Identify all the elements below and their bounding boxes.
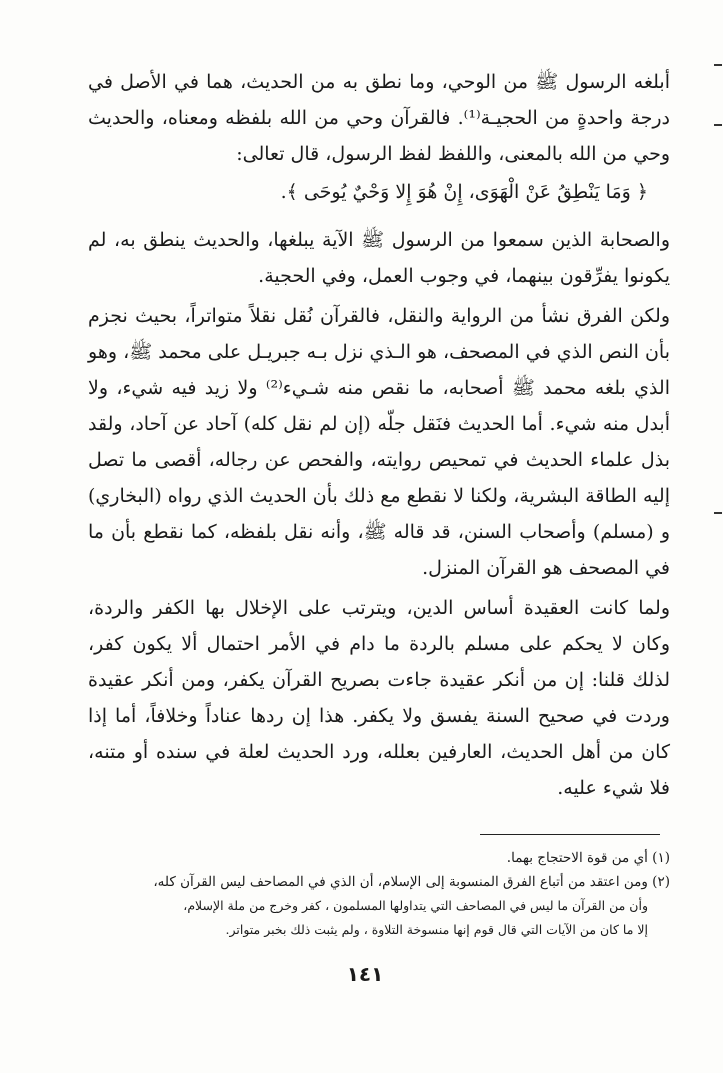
footnote-2-line-2: وأن من القرآن ما ليس في المصاحف التي يتداولها المسلمون ، كفر وخرج من ملة الإسلام، xyxy=(183,898,648,913)
paragraph-2: والصحابة الذين سمعوا من الرسول ﷺ الآية يبلغها، والحديث ينطق به، لم يكونوا يفرِّقون بينهما، في وجوب العمل، وفي الحجية. xyxy=(88,229,670,287)
quran-verse: ﴿ وَمَا يَنْطِقُ عَنْ الْهَوَى، إِنْ هُوَ إِلا وَحْيٌ يُوحَى ﴾. xyxy=(280,181,648,203)
edge-mark xyxy=(714,512,722,514)
footnote-2-line-3: إلا ما كان من الآيات التي قال قوم إنها منسوخة التلاوة ، ولم يثبت ذلك بخبر متواتر. xyxy=(225,922,648,937)
footnote-separator xyxy=(480,834,660,835)
edge-mark xyxy=(714,124,722,126)
footnote-2: (٢) ومن اعتقد من أتباع الفرق المنسوبة إلى الإسلام، أن الذي في المصاحف ليس القرآن كله، xyxy=(153,874,670,890)
page-number: ١٤١ xyxy=(346,962,384,986)
paragraph-1: أبلغه الرسول ﷺ من الوحي، وما نطق به من الحديث، هما في الأصل في درجة واحدةٍ من الحجيـة⁽¹⁾. فالقرآن وحي من الله بلفظه ومعناه، والحديث وحي من الله بالمعنى، واللفظ لفظ الرسول، قال تعالى: xyxy=(88,71,670,165)
footnote-1: (١) أي من قوة الاحتجاج بهما. xyxy=(506,850,670,866)
footnotes xyxy=(130,846,670,942)
paragraph-4: ولما كانت العقيدة أساس الدين، ويترتب على الإخلال بها الكفر والردة، وكان لا يحكم على مسلم بالردة ما دام في الأمر احتمال ألا يكون كفر، لذلك قلنا: إن من أنكر عقيدة جاءت بصريح القرآن يكفر، ومن أنكر عقيدة وردت في صحيح السنة يفسق ولا يكفر. هذا إن ردها عناداً وخلافاً، أما إذا كان من أهل الحديث، العارفين بعلله، ورد الحديث لعلة في سنده أو متنه، فلا شيء عليه. xyxy=(88,597,670,799)
edge-mark xyxy=(714,64,722,66)
paragraph-3: ولكن الفرق نشأ من الرواية والنقل، فالقرآن نُقل نقلاً متواتراً، بحيث نجزم بأن النص الذي في المصحف، هو الـذي نزل بـه جبريـل على محمد ﷺ، وهو الذي بلغه محمد ﷺ أصحابه، ما نقص منه شـيء⁽²⁾ ولا زيد فيه شيء، ولا أبدل منه شيء. أما الحديث فنَقل جلّه (إن لم نقل كله) آحاد عن آحاد، ولقد بذل علماء الحديث في تمحيص روايته، والفحص عن رجاله، أقصى ما تصل إليه الطاقة البشرية، ولكنا لا نقطع مع ذلك بأن الحديث الذي رواه (البخاري) و (مسلم) وأصحاب السنن، قد قاله ﷺ، وأنه نقل بلفظه، كما نقطع بأن ما في المصحف هو القرآن المنزل. xyxy=(88,305,670,579)
